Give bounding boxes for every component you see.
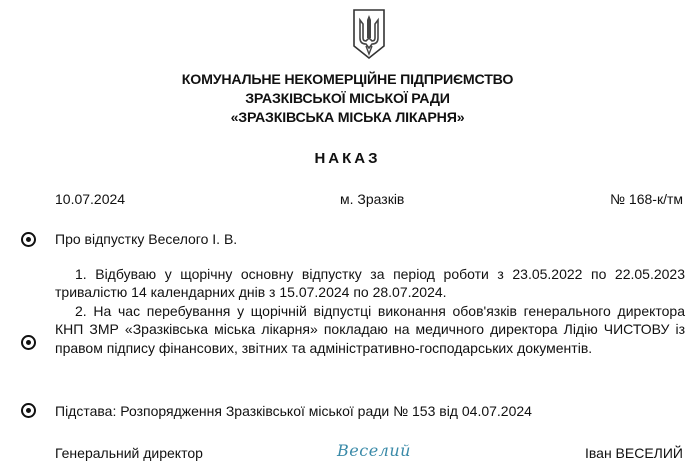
paragraph-1: 1. Відбуваю у щорічну основну відпустку за період роботи з 23.05.2022 по 22.05.2023 тривалістю 14 календарних днів з 15.07.2024 по 28.07.2024. [55,266,685,301]
document-date: 10.07.2024 [55,191,126,207]
radio-selected-icon[interactable] [21,335,36,350]
document-subject: Про відпустку Веселого І. В. [55,231,238,247]
handwritten-signature: Веселий [337,441,411,460]
signatory-role: Генеральний директор [55,445,203,461]
paragraph-2: 2. На час перебування у щорічній відпустці виконання обов'язків генерального директора КНП ЗМР «Зразківська міська лікарня» покладаю на медичного директора Лідію ЧИСТОВУ із правом підпису фінансових, звітних та адміністративно-господарських документів. [55,302,685,356]
radio-selected-icon[interactable] [21,232,36,247]
document-body [55,265,685,357]
document-basis: Підстава: Розпорядження Зразківської міської ради № 153 від 04.07.2024 [55,403,532,419]
document-title: НАКАЗ [314,150,381,167]
radio-selected-icon[interactable] [21,403,36,418]
trident-coat-of-arms-icon [352,8,386,60]
document-city: м. Зразків [340,191,405,207]
organization-name-line-1: КОМУНАЛЬНЕ НЕКОМЕРЦІЙНЕ ПІДПРИЄМСТВО [181,72,514,88]
signatory-name: Іван ВЕСЕЛИЙ [584,445,683,461]
organization-name-line-3: «ЗРАЗКІВСЬКА МІСЬКА ЛІКАРНЯ» [230,110,465,126]
document-number: № 168-к/тм [610,191,683,207]
organization-name-line-2: ЗРАЗКІВСЬКОЇ МІСЬКОЇ РАДИ [245,91,450,107]
